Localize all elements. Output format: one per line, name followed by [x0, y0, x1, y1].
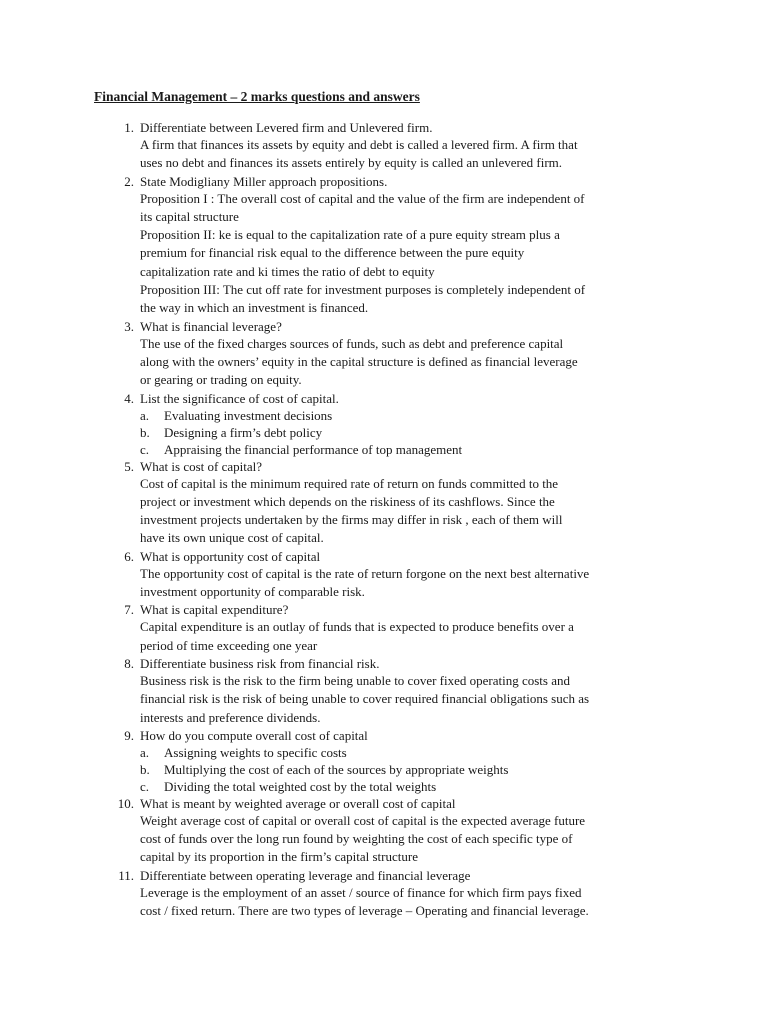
- answer-line: cost / fixed return. There are two types of leverage – Operating and financial leverage.: [140, 903, 589, 919]
- answer-text: [140, 884, 690, 921]
- answer-line: the way in which an investment is financed.: [140, 300, 369, 316]
- question-text: State Modigliany Miller approach propositions.: [140, 173, 388, 189]
- answer-line: Capital expenditure is an outlay of funds that is expected to produce benefits over a: [140, 619, 574, 635]
- question-number: 6.: [124, 548, 134, 564]
- sub-item-letter: b.: [140, 424, 150, 440]
- sub-item-letter: c.: [140, 778, 150, 794]
- answer-line: capitalization rate and ki times the ratio of debt to equity: [140, 263, 435, 279]
- answer-line: financial risk is the risk of being unable to cover required financial obligations such as: [140, 691, 590, 707]
- answer-line: A firm that finances its assets by equity and debt is called a levered firm. A firm that: [140, 137, 578, 152]
- question-number: 10.: [117, 795, 134, 811]
- answer-line: investment opportunity of comparable risk.: [140, 584, 365, 600]
- question-item: [110, 727, 690, 795]
- question-text: What is opportunity cost of capital: [140, 548, 321, 564]
- answer-line: Cost of capital is the minimum required rate of return on funds committed to the: [140, 475, 559, 491]
- question-text: What is cost of capital?: [140, 458, 263, 474]
- answer-line: Leverage is the employment of an asset / source of finance for which firm pays fixed: [140, 884, 582, 900]
- sub-item: [140, 761, 690, 778]
- answer-text: [140, 190, 690, 318]
- question-number: 1.: [124, 120, 134, 135]
- sub-item-text: Multiplying the cost of each of the sources by appropriate weights: [164, 761, 509, 777]
- sub-item-letter: a.: [140, 407, 150, 423]
- question-text: List the significance of cost of capital.: [140, 390, 339, 406]
- answer-text: [140, 618, 690, 655]
- answer-text: [140, 812, 690, 867]
- question-text: What is capital expenditure?: [140, 602, 289, 618]
- answer-line: or gearing or trading on equity.: [140, 372, 302, 388]
- answer-line: Proposition I : The overall cost of capital and the value of the firm are independent of: [140, 190, 585, 206]
- answer-line: period of time exceeding one year: [140, 637, 318, 653]
- answer-line: uses no debt and finances its assets entirely by equity is called an unlevered firm.: [140, 155, 563, 171]
- question-number: 9.: [124, 727, 134, 743]
- sub-item-text: Evaluating investment decisions: [164, 407, 333, 423]
- question-text: Differentiate between operating leverage and financial leverage: [140, 867, 471, 883]
- sub-item-letter: c.: [140, 441, 150, 457]
- answer-line: Proposition III: The cut off rate for investment purposes is completely independent of: [140, 282, 586, 298]
- answer-text: [140, 672, 690, 727]
- answer-line: premium for financial risk equal to the difference between the pure equity: [140, 245, 525, 261]
- answer-line: interests and preference dividends.: [140, 709, 321, 725]
- answer-text: [140, 335, 690, 390]
- question-item: [110, 458, 690, 548]
- answer-line: project or investment which depends on the riskiness of its cashflows. Since the: [140, 493, 555, 509]
- question-number: 7.: [124, 602, 134, 618]
- question-item: [110, 390, 690, 458]
- answer-line: Business risk is the risk to the firm being unable to cover fixed operating costs and: [140, 672, 570, 688]
- question-text: What is meant by weighted average or overall cost of capital: [140, 795, 456, 811]
- question-number: 4.: [124, 390, 134, 406]
- question-text: Differentiate between Levered firm and Unlevered firm.: [140, 120, 433, 135]
- question-item: [110, 548, 690, 602]
- question-text: Differentiate business risk from financial risk.: [140, 655, 380, 671]
- sub-item: [140, 778, 690, 795]
- sub-item-text: Dividing the total weighted cost by the total weights: [164, 778, 437, 794]
- sub-item-text: Assigning weights to specific costs: [164, 744, 347, 760]
- question-number: 2.: [124, 173, 134, 189]
- answer-line: investment projects undertaken by the firms may differ in risk , each of them will: [140, 512, 563, 528]
- question-item: [110, 795, 690, 867]
- question-item: [110, 119, 690, 173]
- question-number: 8.: [124, 655, 134, 671]
- answer-line: cost of funds over the long run found by weighting the cost of each specific type of: [140, 831, 573, 847]
- sub-item-letter: a.: [140, 744, 150, 760]
- answer-line: Proposition II: ke is equal to the capitalization rate of a pure equity stream plus a: [140, 227, 560, 243]
- sub-item: [140, 744, 690, 761]
- sub-item: [140, 424, 690, 441]
- answer-line: The use of the fixed charges sources of funds, such as debt and preference capital: [140, 335, 564, 351]
- sub-item-text: Designing a firm’s debt policy: [164, 424, 323, 440]
- sub-item-letter: b.: [140, 761, 150, 777]
- answer-line: capital by its proportion in the firm’s capital structure: [140, 849, 418, 865]
- question-item: [110, 318, 690, 390]
- sub-item-text: Appraising the financial performance of top management: [164, 441, 463, 457]
- answer-text: [140, 136, 690, 173]
- answer-line: along with the owners’ equity in the capital structure is defined as financial leverage: [140, 353, 578, 369]
- sub-item: [140, 407, 690, 424]
- sub-list: [140, 407, 690, 458]
- sub-item: [140, 441, 690, 458]
- answer-line: Weight average cost of capital or overall cost of capital is the expected average future: [140, 812, 586, 828]
- question-item: [110, 655, 690, 727]
- answer-text: [140, 565, 690, 602]
- question-list: [110, 119, 690, 920]
- answer-text: [140, 475, 690, 548]
- question-item: [110, 601, 690, 655]
- answer-line: have its own unique cost of capital.: [140, 530, 324, 546]
- answer-line: The opportunity cost of capital is the rate of return forgone on the next best alternative: [140, 565, 590, 581]
- question-number: 5.: [124, 458, 134, 474]
- sub-list: [140, 744, 690, 795]
- question-text: How do you compute overall cost of capital: [140, 727, 368, 743]
- question-text: What is financial leverage?: [140, 318, 282, 334]
- document-title: Financial Management – 2 marks questions and answers: [94, 89, 420, 104]
- question-item: [110, 173, 690, 318]
- question-number: 11.: [118, 867, 134, 883]
- answer-line: its capital structure: [140, 208, 239, 224]
- question-item: [110, 867, 690, 921]
- question-number: 3.: [124, 318, 134, 334]
